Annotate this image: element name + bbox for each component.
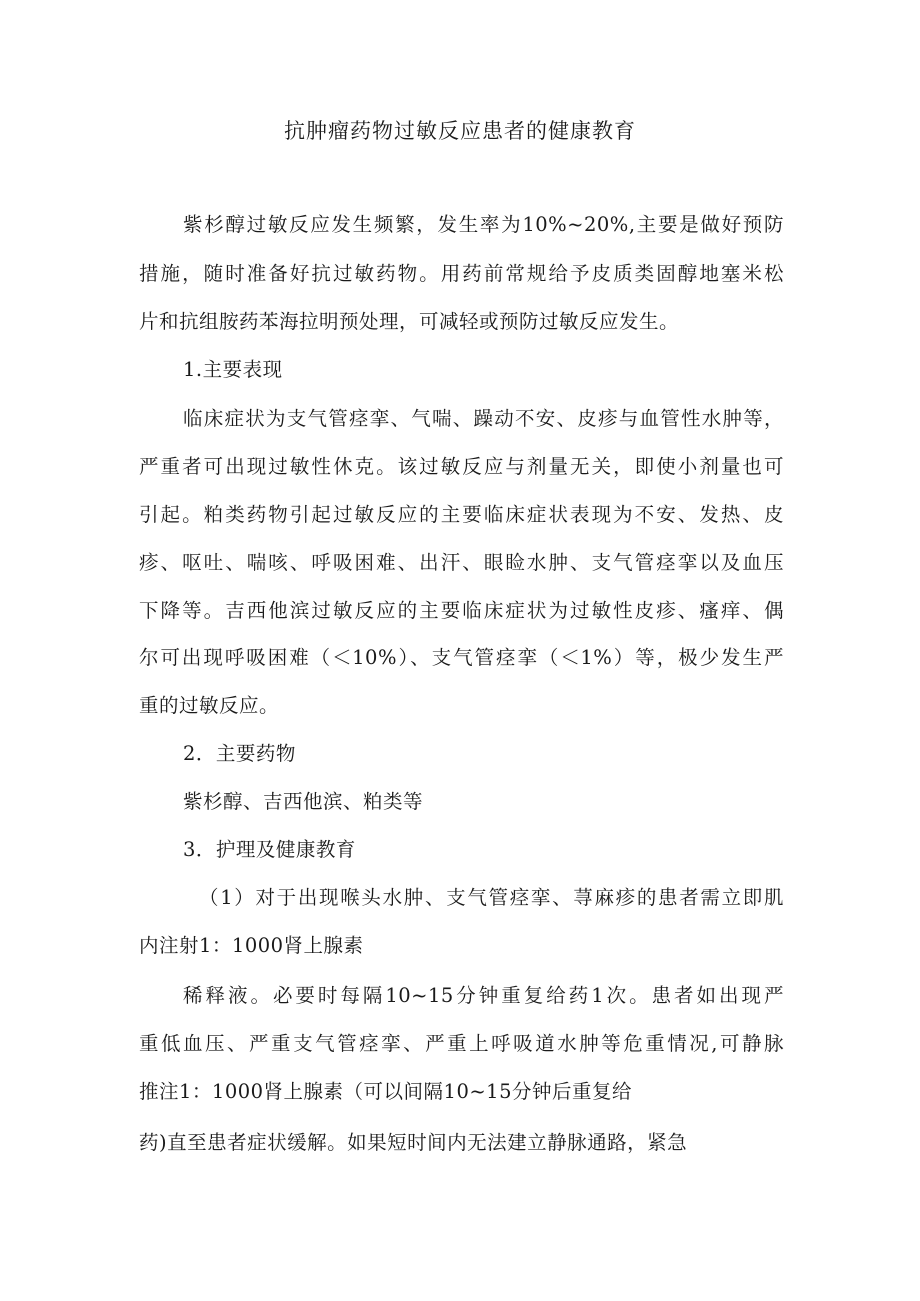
paragraph-line: 重的过敏反应。 [139, 694, 280, 717]
paragraph-line: 措施，随时准备好抗过敏药物。用药前常规给予皮质类固醇地塞米松 [139, 262, 784, 285]
paragraph-line: 重低血压、严重支气管痉挛、严重上呼吸道水肿等危重情况,可静脉 [139, 1032, 784, 1055]
paragraph-line: 紫杉醇过敏反应发生频繁，发生率为10%~20%,主要是做好预防 [183, 213, 784, 236]
paragraph-line: 片和抗组胺药苯海拉明预处理，可减轻或预防过敏反应发生。 [139, 310, 680, 333]
paragraph-line: 临床症状为支气管痉挛、气喘、躁动不安、皮疹与血管性水肿等， [183, 407, 784, 430]
paragraph-line: （1）对于出现喉头水肿、支气管痉挛、荨麻疹的患者需立即肌 [199, 886, 784, 909]
section-heading: 3．护理及健康教育 [183, 838, 356, 861]
paragraph-line: 推注1：1000肾上腺素（可以间隔10~15分钟后重复给 [139, 1080, 632, 1103]
document-title: 抗肿瘤药物过敏反应患者的健康教育 [284, 119, 636, 143]
paragraph-line: 稀释液。必要时每隔10~15分钟重复给药1次。患者如出现严 [183, 984, 784, 1007]
section-heading: 1.主要表现 [183, 358, 283, 381]
paragraph-line: 引起。粕类药物引起过敏反应的主要临床症状表现为不安、发热、皮 [139, 503, 784, 526]
paragraph-line: 下降等。吉西他滨过敏反应的主要临床症状为过敏性皮疹、瘙痒、偶 [139, 599, 784, 622]
paragraph-line: 内注射1：1000肾上腺素 [139, 934, 364, 957]
paragraph-line: 尔可出现呼吸困难（＜10%）、支气管痉挛（＜1%）等，极少发生严 [139, 646, 784, 669]
section-heading: 2．主要药物 [183, 742, 296, 765]
paragraph-line: 严重者可出现过敏性休克。该过敏反应与剂量无关，即使小剂量也可 [139, 455, 784, 478]
paragraph-line: 药)直至患者症状缓解。如果短时间内无法建立静脉通路，紧急 [139, 1131, 688, 1154]
paragraph-line: 疹、呕吐、喘咳、呼吸困难、出汗、眼睑水肿、支气管痉挛以及血压 [139, 551, 784, 574]
paragraph-line: 紫杉醇、吉西他滨、粕类等 [183, 790, 424, 813]
